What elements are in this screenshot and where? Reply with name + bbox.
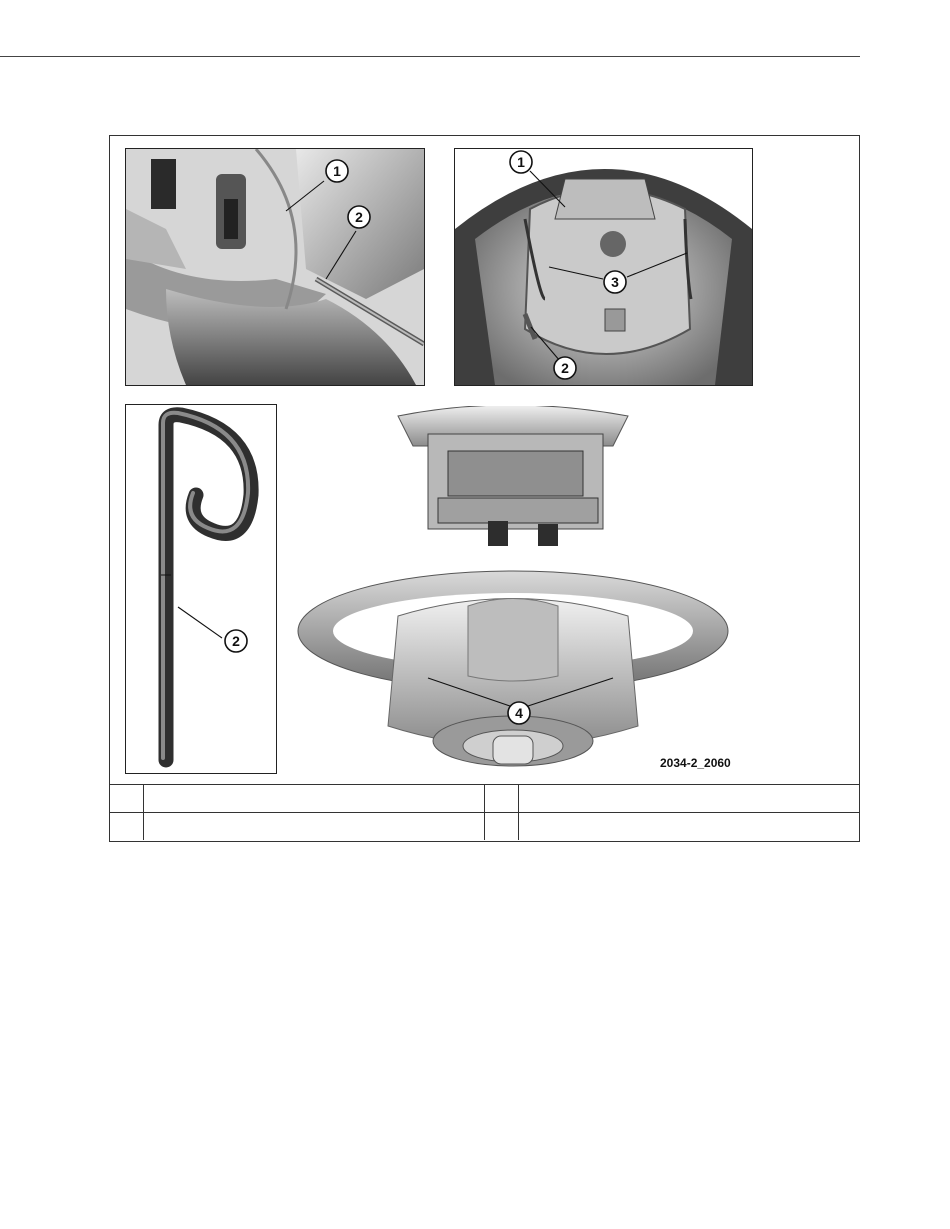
legend-description <box>518 813 859 841</box>
figure-code: 2034-2_2060 <box>660 756 731 770</box>
table-row <box>110 785 859 813</box>
legend-number <box>110 785 143 813</box>
callout-1: 1 <box>333 163 341 179</box>
figure-frame <box>109 135 860 842</box>
legend-description <box>143 785 484 813</box>
table-row <box>110 813 859 841</box>
callout-4: 4 <box>515 705 523 721</box>
legend-number <box>484 813 518 841</box>
callout-2: 2 <box>561 360 569 376</box>
illustration-rod-tool <box>125 404 277 774</box>
legend-description <box>518 785 859 813</box>
illustration-airbag-wheel <box>288 406 748 776</box>
legend-table <box>110 784 859 840</box>
callout-3: 3 <box>611 274 619 290</box>
callout-2: 2 <box>232 633 240 649</box>
illustration-column-tool <box>125 148 425 386</box>
callout-2: 2 <box>355 209 363 225</box>
legend-number <box>484 785 518 813</box>
legend-description <box>143 813 484 841</box>
header-rule <box>0 56 860 57</box>
callout-1: 1 <box>517 154 525 170</box>
illustration-wheel-rear <box>454 148 753 386</box>
legend-number <box>110 813 143 841</box>
